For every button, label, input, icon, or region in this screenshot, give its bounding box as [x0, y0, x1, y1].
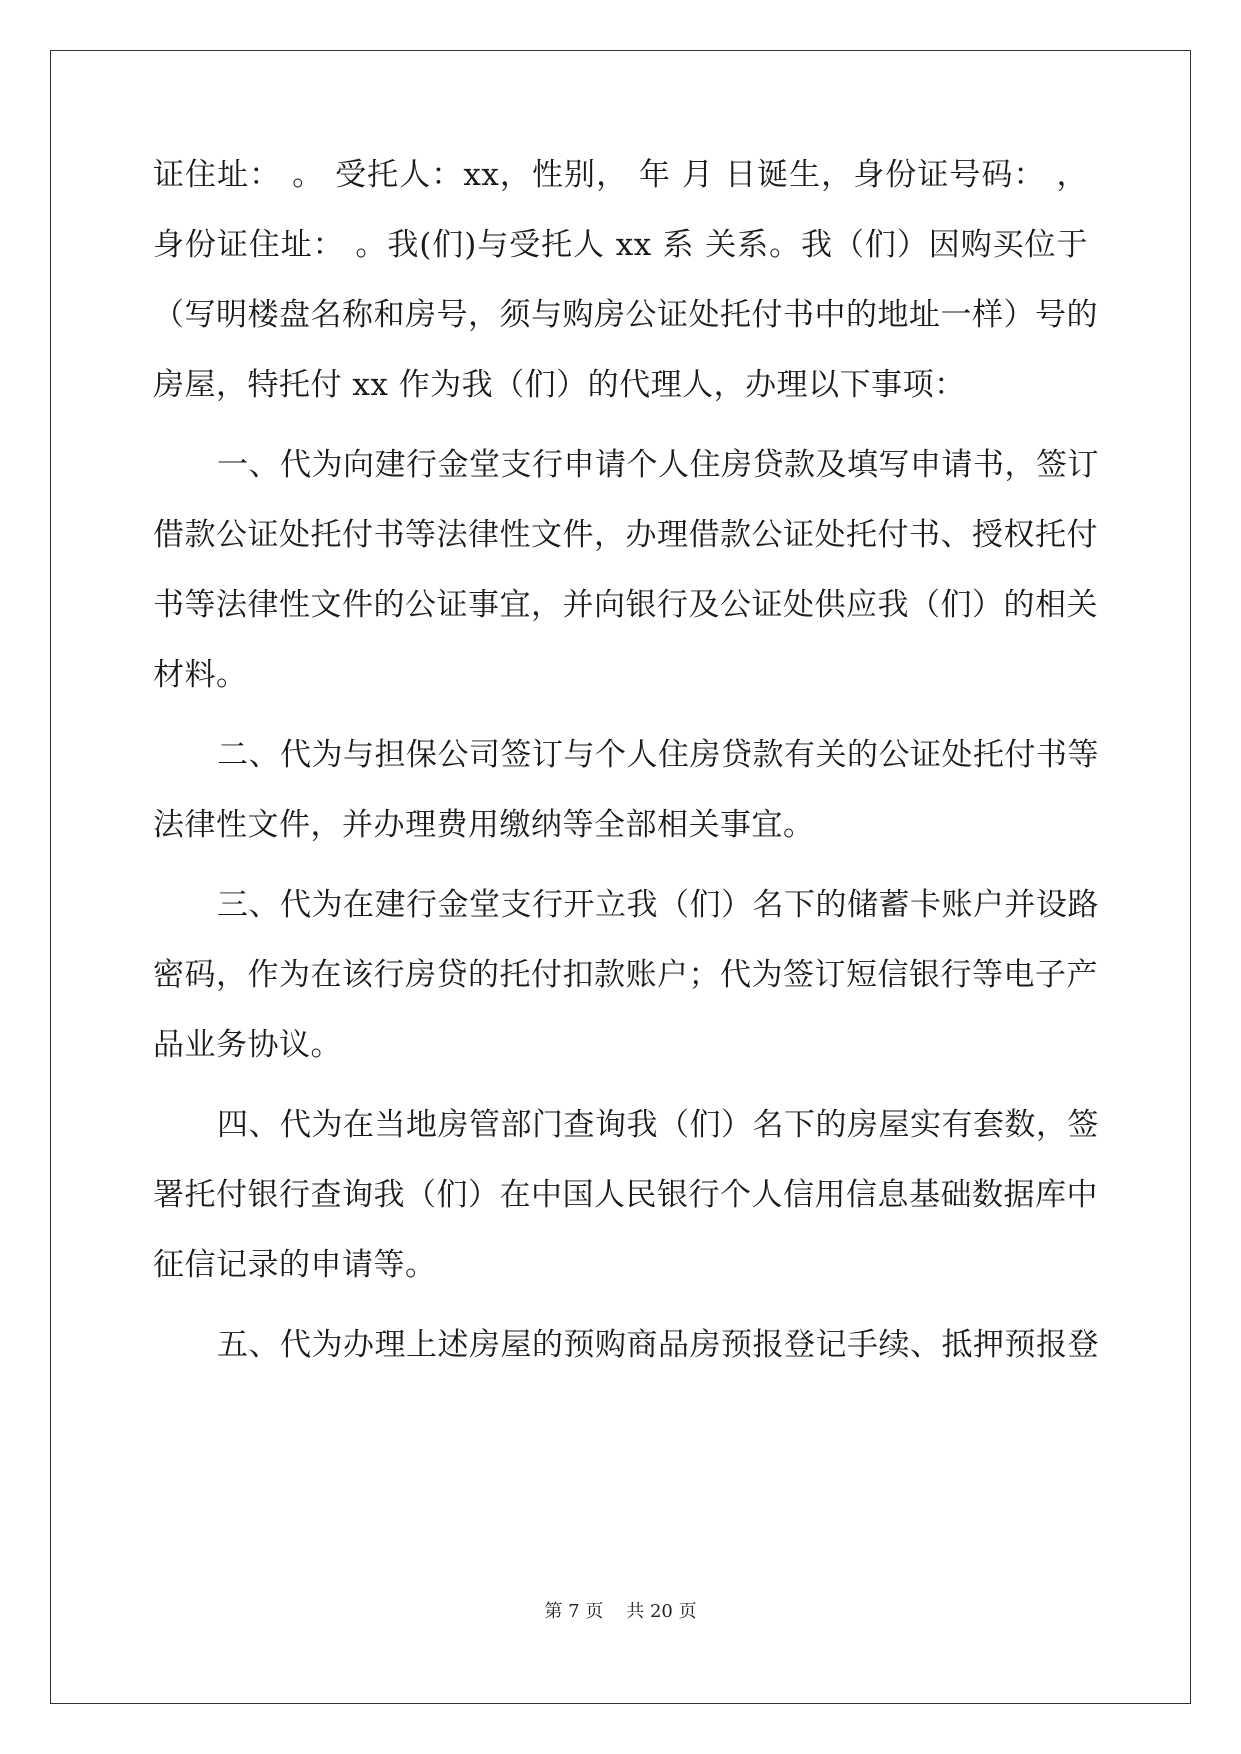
page-number: 第 7 页 [544, 1601, 604, 1622]
text-line: 密码，作为在该行房贷的托付扣款账户；代为签订短信银行等电子产 [153, 957, 1098, 993]
text-line: 书等法律性文件的公证事宜，并向银行及公证处供应我（们）的相关 [153, 587, 1098, 623]
page-footer [0, 1597, 1241, 1623]
paragraph-3-start: 三、代为在建行金堂支行开立我（们）名下的储蓄卡账户并设路 [217, 887, 1099, 923]
text-line: 征信记录的申请等。 [153, 1247, 437, 1283]
text-line: 身份证住址： 。我(们)与受托人 xx 系 关系。我（们）因购买位于 [153, 227, 1088, 263]
text-line: 品业务协议。 [153, 1027, 342, 1063]
paragraph-4-start: 四、代为在当地房管部门查询我（们）名下的房屋实有套数，签 [217, 1107, 1099, 1143]
text-line: 房屋，特托付 xx 作为我（们）的代理人，办理以下事项： [153, 367, 966, 403]
text-line: 署托付银行查询我（们）在中国人民银行个人信用信息基础数据库中 [153, 1177, 1098, 1213]
paragraph-5-start: 五、代为办理上述房屋的预购商品房预报登记手续、抵押预报登 [217, 1327, 1099, 1363]
text-line: 法律性文件，并办理费用缴纳等全部相关事宜。 [153, 807, 815, 843]
paragraph-2-start: 二、代为与担保公司签订与个人住房贷款有关的公证处托付书等 [217, 737, 1099, 773]
text-line: 借款公证处托付书等法律性文件，办理借款公证处托付书、授权托付 [153, 517, 1098, 553]
text-line: 材料。 [153, 657, 248, 693]
text-line: 证住址： 。 受托人：xx，性别， 年 月 日诞生，身份证号码： ， [153, 157, 1088, 193]
page-total: 共 20 页 [626, 1601, 697, 1622]
paragraph-1-start: 一、代为向建行金堂支行申请个人住房贷款及填写申请书，签订 [217, 447, 1099, 483]
text-line: （写明楼盘名称和房号，须与购房公证处托付书中的地址一样）号的 [153, 297, 1098, 333]
